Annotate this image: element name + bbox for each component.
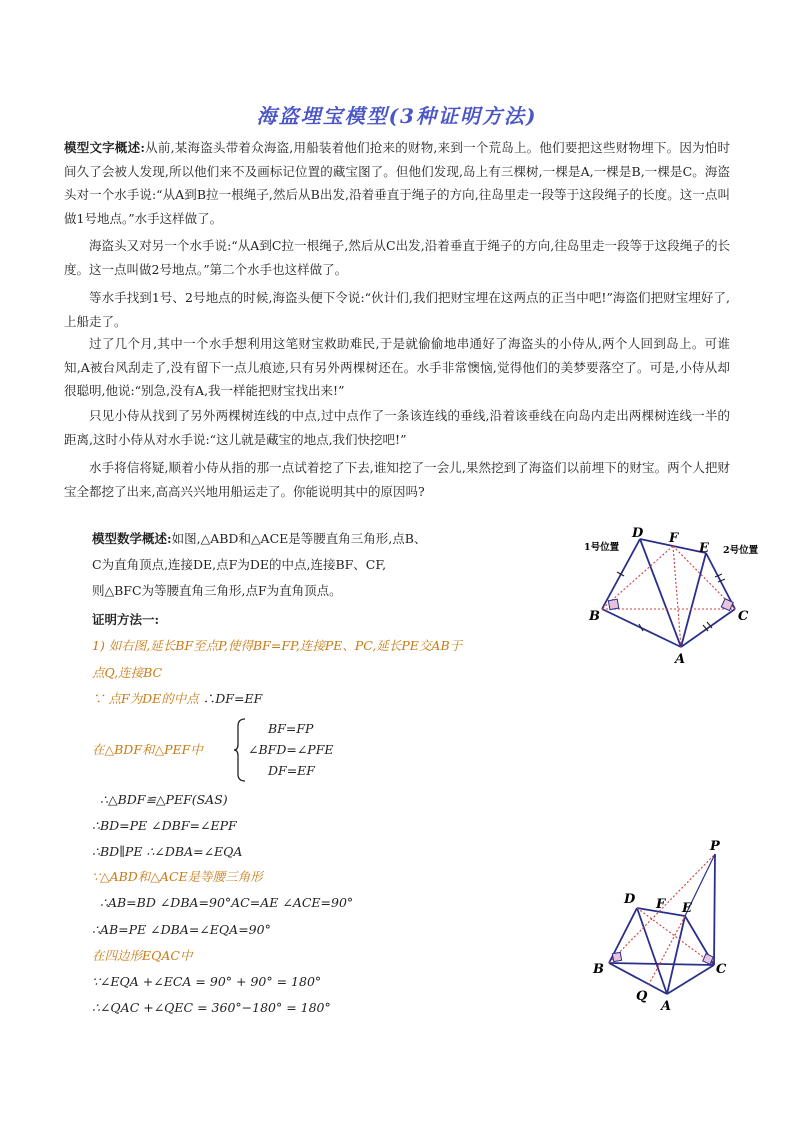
story-paragraph-6: 水手将信将疑,顺着小侍从指的那一点试着挖了下去,谁知挖了一会儿,果然挖到了海盗们以前埋下的财宝。两个人把财宝全都挖了出来,高高兴兴地用船运走了。你能说明其中的原因吗?: [64, 460, 730, 499]
label-position-2: 2号位置: [723, 545, 759, 556]
label2-f: F: [656, 897, 666, 912]
proof-isosceles-text: ∵△ABD和△ACE是等腰三角形: [92, 869, 263, 884]
edge2-ea: [667, 916, 685, 994]
proof-angle-result: ∴∠QAC +∠QEC = 360°−180° = 180°: [92, 1000, 331, 1015]
math-line-1: 如图,△ABD和△ACE是等腰直角三角形,点B、: [171, 531, 427, 546]
brace-item: BF=FP: [268, 721, 314, 736]
right-angle-b: [608, 599, 618, 609]
proof-quadrilateral: 在四边形EQAC中: [92, 948, 193, 963]
proof-parallel: ∴BD∥PE ∴∠DBA=∠EQA: [92, 844, 243, 859]
proof-equal-sides: ∴BD=PE ∠DBF=∠EPF: [92, 818, 237, 833]
label-c: C: [738, 609, 749, 624]
figure-proof-construction: [588, 838, 748, 1018]
dotted-fa: [673, 546, 681, 647]
label2-e: E: [682, 901, 692, 916]
edge2-ca: [667, 965, 714, 994]
proof-heading: 证明方法一:: [92, 612, 160, 627]
brace-label: 在△BDF和△PEF中: [92, 742, 203, 757]
right-angle2-b: [612, 952, 621, 961]
figure-pirate-model: [575, 522, 794, 682]
math-summary: [92, 526, 552, 604]
proof-ab-pe: ∴AB=PE ∠DBA=∠EQA=90°: [92, 922, 271, 937]
dotted2-eq: [648, 916, 685, 986]
label2-a: A: [661, 999, 672, 1014]
congruence-conditions: [92, 718, 392, 782]
proof-midpoint-result: ∴DF=EF: [198, 691, 263, 706]
label-e: E: [699, 541, 709, 556]
math-line-2: C为直角顶点,连接DE,点F为DE的中点,连接BF、CF,: [92, 557, 387, 572]
edge2-pc: [714, 854, 715, 965]
label-f: F: [669, 531, 679, 546]
math-label: 模型数学概述:: [92, 531, 172, 546]
proof-step-1a: 1) 如右图,延长BF至点P,使得BF=FP,连接PE、PC,延长PE交AB于: [92, 638, 463, 653]
story-paragraph-1: [64, 136, 730, 230]
label-a: A: [675, 652, 686, 667]
label-b: B: [589, 609, 600, 624]
label2-c: C: [716, 962, 727, 977]
label2-p: P: [710, 839, 720, 854]
brace-items: [248, 718, 334, 781]
label2-b: B: [593, 962, 604, 977]
proof-right-angles: ∴AB=BD ∠DBA=90°AC=AE ∠ACE=90°: [100, 895, 354, 910]
math-line-3: 则△BFC为等腰直角三角形,点F为直角顶点。: [92, 583, 342, 598]
brace-item: DF=EF: [268, 763, 315, 778]
label-position-1: 1号位置: [584, 542, 620, 553]
label2-q: Q: [636, 989, 648, 1004]
story-paragraph-3: 等水手找到1号、2号地点的时候,海盗头便下令说:“伙计们,我们把财宝埋在这两点的正当中吧!”海盗们把财宝埋好了,上船走了。: [64, 290, 730, 329]
proof-congruence: ∴△BDF≌△PEF(SAS): [100, 792, 228, 807]
figure1-edges: [602, 539, 735, 647]
proof-isosceles: [92, 867, 263, 887]
story-paragraph-5: 只见小侍从找到了另外两棵树连线的中点,过中点作了一条该连线的垂线,沿着该垂线在向岛内走出两棵树连线一半的距离,这时小侍从对水手说:“这儿就是藏宝的地点,我们快挖吧!”: [64, 408, 730, 447]
proof-angle-sum: ∵∠EQA +∠ECA = 90° + 90° = 180°: [92, 974, 322, 989]
page-title: 海盗埋宝模型(3种证明方法): [256, 104, 538, 128]
label-d: D: [632, 526, 644, 541]
story-text-1: 从前,某海盗头带着众海盗,用船装着他们抢来的财物,来到一个荒岛上。他们要把这些财物埋下。因为怕时间久了会被人发现,所以他们来不及画标记位置的藏宝图了。但他们发现,岛上有三棵树,一棵是A,一棵是B,一棵是C。海盗头对一个水手说:“从A到B拉一根绳子,然后从B出发,沿着垂直于绳子的方向,往岛里走一段等于这段绳子的长度。这一点叫做1号地点。”水手这样做了。: [64, 140, 730, 226]
label2-d: D: [624, 892, 636, 907]
figure2-edges: [609, 854, 715, 994]
left-brace-icon: [233, 718, 247, 782]
edge2-bc: [609, 963, 714, 965]
story-paragraph-2: 海盗头又对另一个水手说:“从A到C拉一根绳子,然后从C出发,沿着垂直于绳子的方向,往岛里走一段等于这段绳子的长度。这一点叫做2号地点。”第二个水手也这样做了。: [64, 238, 730, 277]
story-paragraph-4: 过了几个月,其中一个水手想利用这笔财宝救助难民,于是就偷偷地串通好了海盗头的小侍从,两个人回到岛上。可谁知,A被台风刮走了,没有留下一点儿痕迹,只有另外两棵树还在。水手非常懊恼,觉得他们的美梦要落空了。可是,小侍从却很聪明,他说:“别急,没有A,我一样能把财宝找出来!”: [64, 336, 730, 398]
proof-step-1b: 点Q,连接BC: [92, 665, 163, 680]
story-label: 模型文字概述:: [64, 140, 145, 155]
brace-item: ∠BFD=∠PFE: [248, 742, 334, 757]
proof-midpoint-reason: ∵ 点F为DE的中点: [92, 691, 199, 706]
proof-midpoint-line: [92, 689, 262, 709]
